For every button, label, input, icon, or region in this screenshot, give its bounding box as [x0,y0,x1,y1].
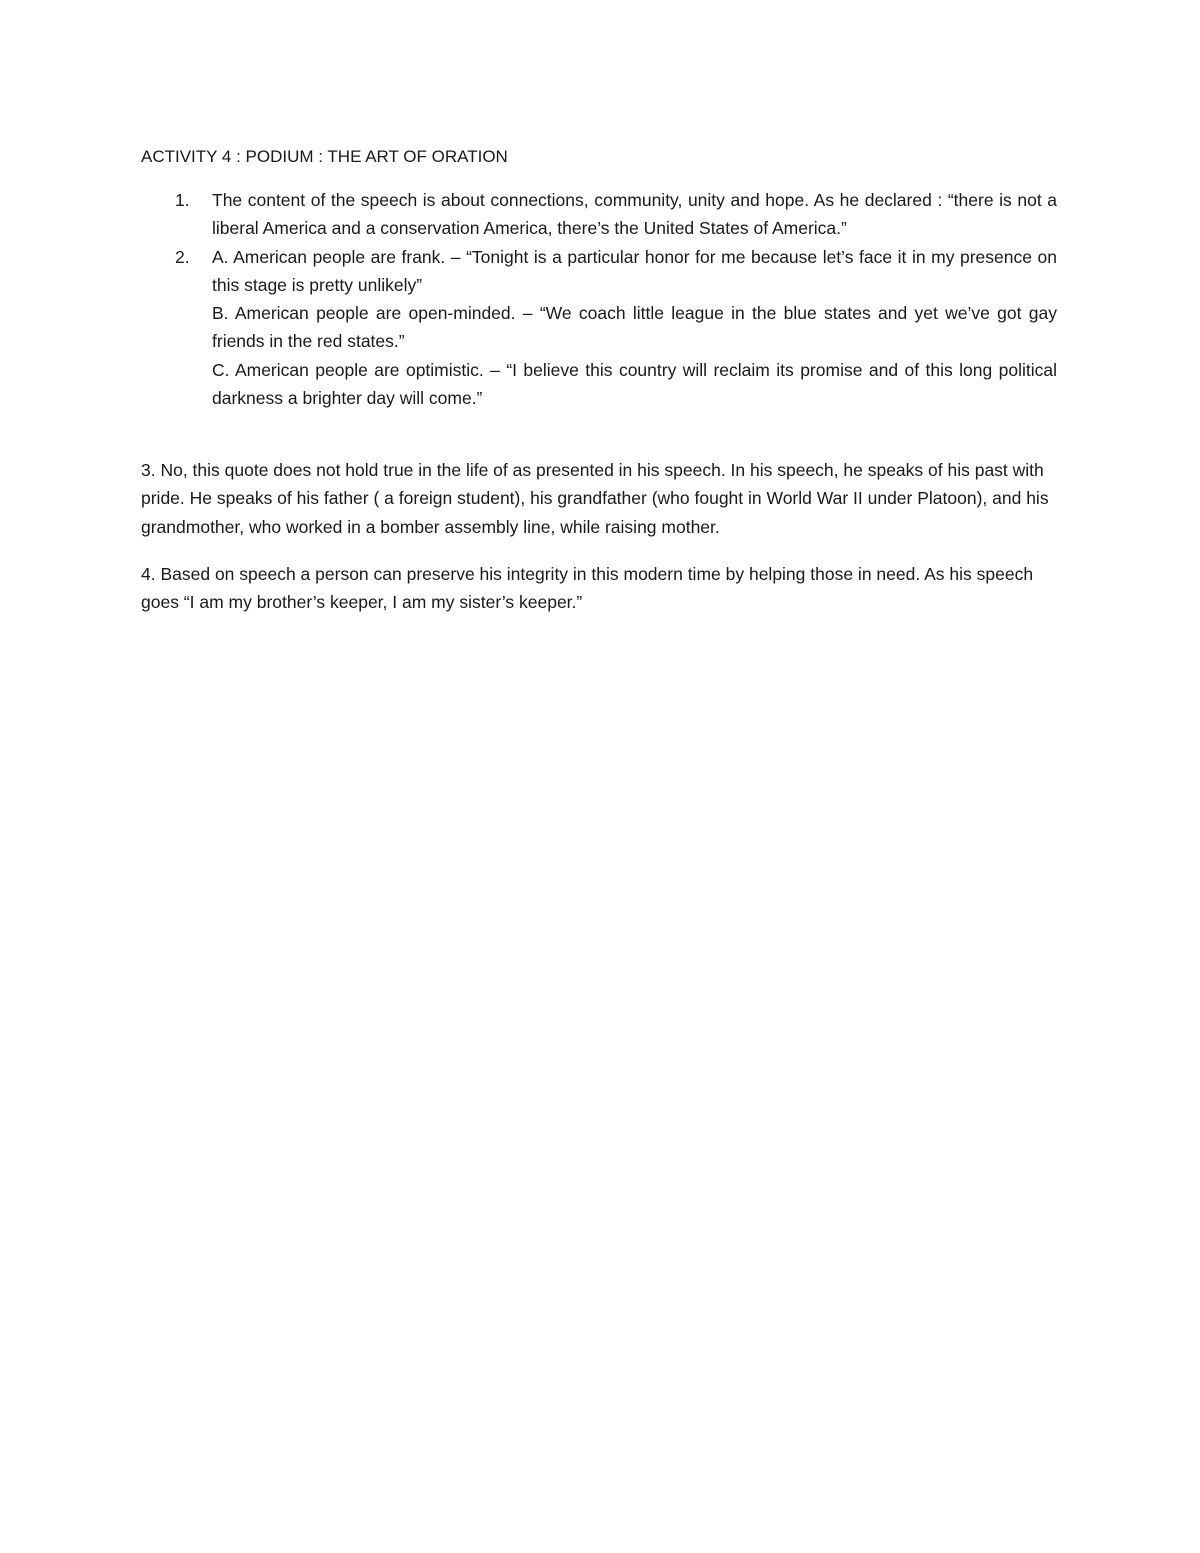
answer-2a-text: A. American people are frank. – “Tonight is a particular honor for me because let’s face it in my presence on this stage is pretty unlikely” [212,246,1057,295]
list-number-1: 1. [175,190,190,210]
answer-3-paragraph: 3. No, this quote does not hold true in the life of as presented in his speech. In his speech, he speaks of his past with pride. He speaks of his father ( a foreign student), his grandfather (who fought in World War II under Platoon), and his grandmother, who worked in a bomber assembly line, while raising mother. [141,460,1049,537]
document-title: ACTIVITY 4 : PODIUM : THE ART OF ORATION [141,147,508,166]
answer-4-paragraph: 4. Based on speech a person can preserve his integrity in this modern time by helping those in need. As his speech goes “I am my brother’s keeper, I am my sister’s keeper.” [141,564,1034,613]
answer-2b-text: B. American people are open-minded. – “We coach little league in the blue states and yet we’ve got gay friends in the red states.” [212,303,1057,352]
answer-1-text: The content of the speech is about connections, community, unity and hope. As he declared : “there is not a liberal America and a conservation America, there’s the United States of America.” [212,190,1057,239]
list-item-2 [141,243,1057,413]
list-item-1 [141,186,1057,243]
list-number-2: 2. [175,246,190,267]
answer-list [141,186,1057,412]
answer-2c-text: C. American people are optimistic. – “I believe this country will reclaim its promise and of this long political darkness a brighter day will come.” [212,359,1057,409]
